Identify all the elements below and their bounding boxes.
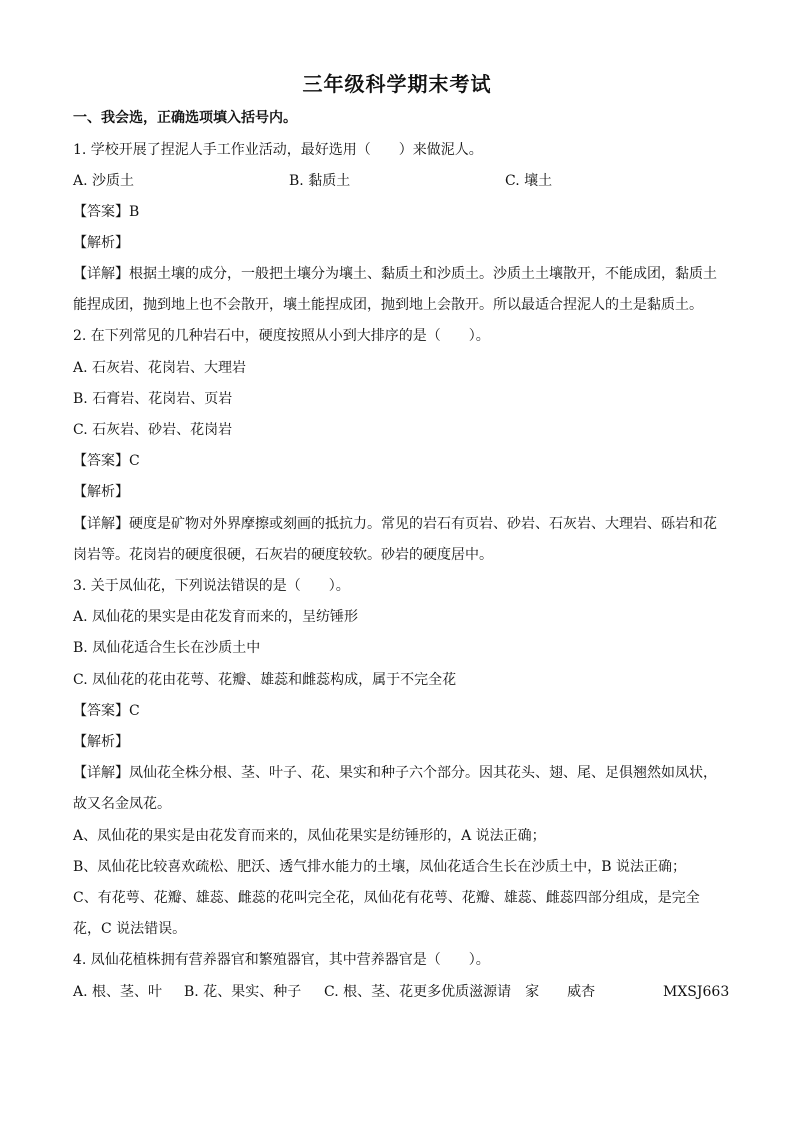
question-4-option-b: B. 花、果实、种子 xyxy=(184,984,302,1000)
question-3-detail-line: B、凤仙花比较喜欢疏松、肥沃、透气排水能力的土壤，凤仙花适合生长在沙质土中，B 说法正确； xyxy=(73,859,687,875)
watermark-code: MXSJ663 xyxy=(663,984,730,1000)
question-2-analysis-label: 【解析】 xyxy=(73,484,129,500)
page-title: 三年级科学期末考试 xyxy=(302,72,492,96)
question-3-detail-line: 【详解】凤仙花全株分根、茎、叶子、花、果实和种子六个部分。因其花头、翅、尾、足俱翘然如凤状， xyxy=(73,765,717,781)
question-1-option-c: C. 壤土 xyxy=(505,173,553,189)
question-1-stem: 1. 学校开展了捏泥人手工作业活动，最好选用（ ）来做泥人。 xyxy=(73,142,483,158)
question-3-detail-line: 故又名金凤花。 xyxy=(73,796,171,812)
question-1-detail-line: 能捏成团，抛到地上也不会散开，壤土能捏成团，抛到地上会散开。所以最适合捏泥人的土是黏质土。 xyxy=(73,297,703,313)
question-3-stem: 3. 关于凤仙花，下列说法错误的是（ ）。 xyxy=(73,578,350,594)
question-1-option-a: A. 沙质土 xyxy=(73,173,135,189)
question-2-option-a: A. 石灰岩、花岗岩、大理岩 xyxy=(73,360,247,376)
question-4-option-c: C. 根、茎、花更多优质滋源请 家 威杏 xyxy=(324,984,596,1000)
section-heading: 一、我会选，正确选项填入括号内。 xyxy=(73,110,297,126)
question-2-detail-line: 岗岩等。花岗岩的硬度很硬，石灰岩的硬度较软。砂岩的硬度居中。 xyxy=(73,547,493,563)
question-3-option-a: A. 凤仙花的果实是由花发育而来的，呈纺锤形 xyxy=(73,609,359,625)
question-1-analysis-label: 【解析】 xyxy=(73,235,129,251)
question-3-detail-line: A、凤仙花的果实是由花发育而来的，凤仙花果实是纺锤形的，A 说法正确； xyxy=(73,828,546,844)
question-2-stem: 2. 在下列常见的几种岩石中，硬度按照从小到大排序的是（ ）。 xyxy=(73,328,490,344)
question-3-option-b: B. 凤仙花适合生长在沙质土中 xyxy=(73,640,261,656)
question-3-analysis-label: 【解析】 xyxy=(73,734,129,750)
question-3-answer: 【答案】C xyxy=(73,703,140,719)
question-1-detail-line: 【详解】根据土壤的成分，一般把土壤分为壤土、黏质土和沙质土。沙质土土壤散开，不能成团，黏质土 xyxy=(73,266,717,282)
question-2-detail-line: 【详解】硬度是矿物对外界摩擦或刻画的抵抗力。常见的岩石有页岩、砂岩、石灰岩、大理岩、砾岩和花 xyxy=(73,516,717,532)
question-4-option-a: A. 根、茎、叶 xyxy=(73,984,163,1000)
question-2-option-b: B. 石膏岩、花岗岩、页岩 xyxy=(73,391,233,407)
question-3-option-c: C. 凤仙花的花由花萼、花瓣、雄蕊和雌蕊构成，属于不完全花 xyxy=(73,672,457,688)
question-3-detail-line: C、有花萼、花瓣、雄蕊、雌蕊的花叫完全花，凤仙花有花萼、花瓣、雄蕊、雌蕊四部分组成，是完全 xyxy=(73,890,700,906)
question-3-detail-line: 花，C 说法错误。 xyxy=(73,921,187,937)
question-4-stem: 4. 凤仙花植株拥有营养器官和繁殖器官，其中营养器官是（ ）。 xyxy=(73,952,490,968)
question-2-option-c: C. 石灰岩、砂岩、花岗岩 xyxy=(73,422,233,438)
question-2-answer: 【答案】C xyxy=(73,453,140,469)
question-1-option-b: B. 黏质土 xyxy=(289,173,351,189)
question-1-answer: 【答案】B xyxy=(73,204,140,220)
